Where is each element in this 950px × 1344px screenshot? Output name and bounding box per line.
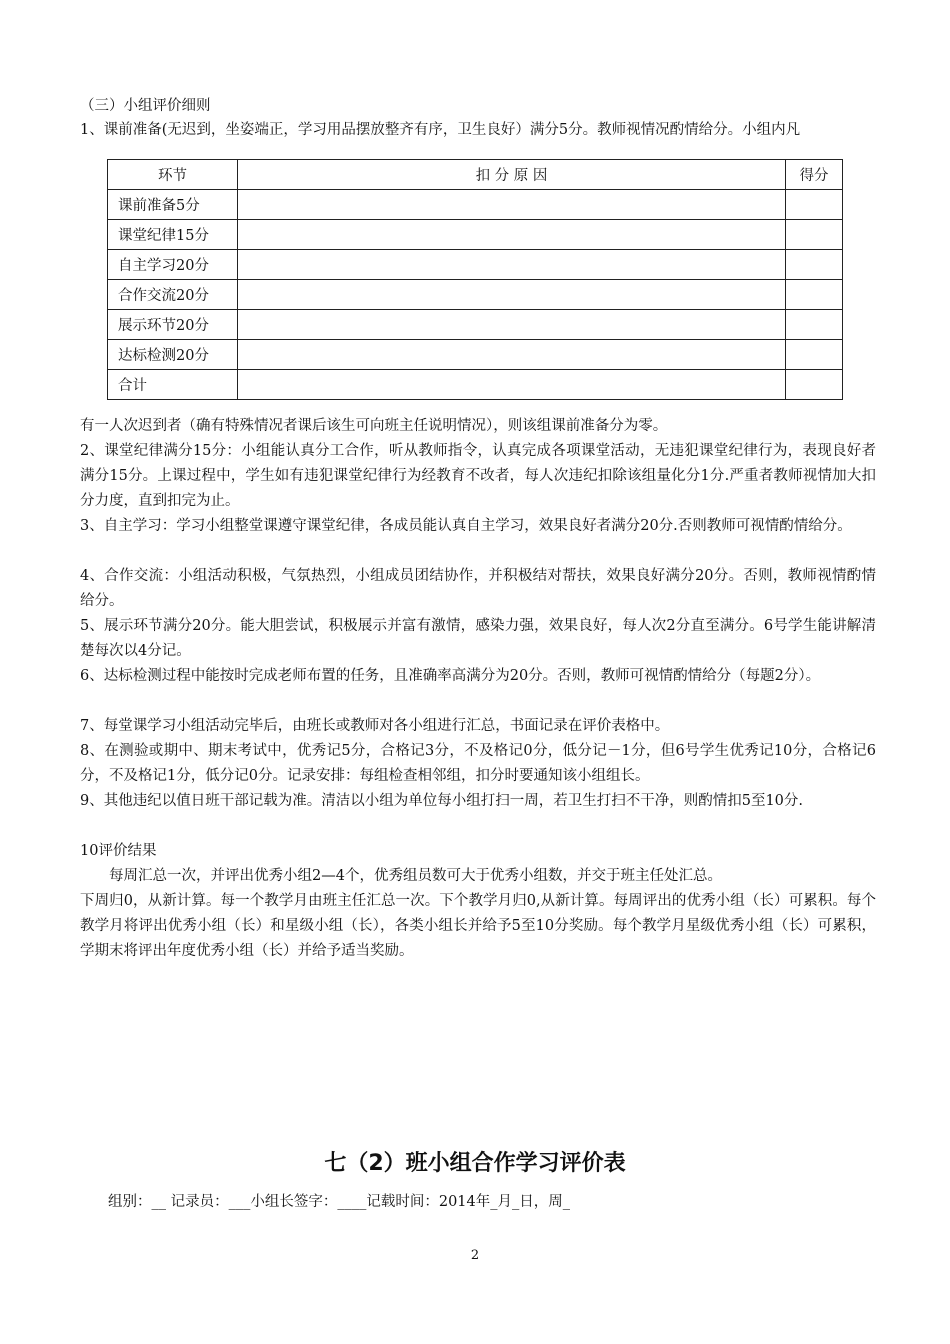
reason-cell[interactable] — [238, 190, 786, 220]
rule-1-continuation: 有一人次迟到者（确有特殊情况者课后该生可向班主任说明情况），则该组课前准备分为零。 — [80, 418, 668, 434]
row-stage-label: 展示环节20分 — [108, 310, 238, 340]
row-stage-label: 合作交流20分 — [108, 280, 238, 310]
form-title: 七（2）班小组合作学习评价表 — [324, 1151, 626, 1176]
score-cell[interactable] — [786, 220, 843, 250]
header-score: 得分 — [786, 160, 843, 190]
table-row — [108, 280, 843, 310]
result-paragraph: 下周归0，从新计算。每一个教学月由班主任汇总一次。下个教学月归0,从新计算。每周评出的优秀小组（长）可累积。每个教学月将评出优秀小组（长）和星级小组（长），各类小组长并给予5至10分奖励。每个教学月星级优秀小组（长）可累积，学期末将评出年度优秀小组（长）并给予适当奖励。 — [80, 893, 876, 959]
score-cell[interactable] — [786, 370, 843, 400]
table-row — [108, 250, 843, 280]
form-subline: 组别：__ 记录员：___小组长签字：____记载时间：2014年_月_日，周_ — [108, 1194, 571, 1210]
table-row — [108, 340, 843, 370]
table-row — [108, 190, 843, 220]
rule-8: 8、在测验或期中、期末考试中，优秀记5分，合格记3分，不及格记0分，低分记－1分，但6号学生优秀记10分，合格记6分，不及格记1分，低分记0分。记录安排：每组检查相邻组，扣分时要通知该小组组长。 — [80, 743, 876, 784]
table-header-row — [108, 160, 843, 190]
score-cell[interactable] — [786, 190, 843, 220]
header-reason: 扣 分 原 因 — [238, 160, 786, 190]
rule-2: 2、课堂纪律满分15分：小组能认真分工合作，听从教师指令，认真完成各项课堂活动，无违犯课堂纪律行为，表现良好者满分15分。上课过程中，学生如有违犯课堂纪律行为经教育不改者，每人次违纪扣除该组量化分1分.严重者教师视情加大扣分力度，直到扣完为止。 — [80, 443, 876, 509]
score-cell[interactable] — [786, 340, 843, 370]
deduction-table — [107, 159, 843, 400]
rule-6: 6、达标检测过程中能按时完成老师布置的任务，且准确率高满分为20分。否则，教师可视情酌情给分（每题2分）。 — [80, 668, 821, 684]
row-stage-label: 课堂纪律15分 — [108, 220, 238, 250]
rule-1-intro: 1、课前准备(无迟到，坐姿端正，学习用品摆放整齐有序，卫生良好）满分5分。教师视情况酌情给分。小组内凡 — [80, 122, 801, 138]
reason-cell[interactable] — [238, 310, 786, 340]
rule-7: 7、每堂课学习小组活动完毕后，由班长或教师对各小组进行汇总，书面记录在评价表格中。 — [80, 718, 670, 734]
header-stage: 环节 — [108, 160, 238, 190]
reason-cell[interactable] — [238, 370, 786, 400]
row-stage-label: 自主学习20分 — [108, 250, 238, 280]
rule-4: 4、合作交流：小组活动积极，气氛热烈，小组成员团结协作，并积极结对帮扶，效果良好满分20分。否则，教师视情酌情给分。 — [80, 568, 876, 609]
row-stage-label: 课前准备5分 — [108, 190, 238, 220]
reason-cell[interactable] — [238, 220, 786, 250]
reason-cell[interactable] — [238, 340, 786, 370]
reason-cell[interactable] — [238, 250, 786, 280]
result-heading: 10评价结果 — [80, 843, 157, 859]
reason-cell[interactable] — [238, 280, 786, 310]
section-heading: （三）小组评价细则 — [80, 98, 211, 114]
score-cell[interactable] — [786, 280, 843, 310]
rule-3: 3、自主学习：学习小组整堂课遵守课堂纪律，各成员能认真自主学习，效果良好者满分20分.否则教师可视情酌情给分。 — [80, 518, 852, 534]
result-line-1: 每周汇总一次，并评出优秀小组2—4个，优秀组员数可大于优秀小组数，并交于班主任处汇总。 — [109, 868, 722, 884]
rule-9: 9、其他违纪以值日班干部记载为准。清洁以小组为单位每小组打扫一周，若卫生打扫不干净，则酌情扣5至10分. — [80, 793, 804, 809]
table-row — [108, 220, 843, 250]
score-cell[interactable] — [786, 310, 843, 340]
row-stage-label: 达标检测20分 — [108, 340, 238, 370]
score-cell[interactable] — [786, 250, 843, 280]
page-number: 2 — [470, 1248, 480, 1263]
rule-5: 5、展示环节满分20分。能大胆尝试，积极展示并富有激情，感染力强，效果良好，每人次2分直至满分。6号学生能讲解清楚每次以4分记。 — [80, 618, 876, 659]
table-row-total — [108, 370, 843, 400]
row-stage-label: 合计 — [108, 370, 238, 400]
table-row — [108, 310, 843, 340]
